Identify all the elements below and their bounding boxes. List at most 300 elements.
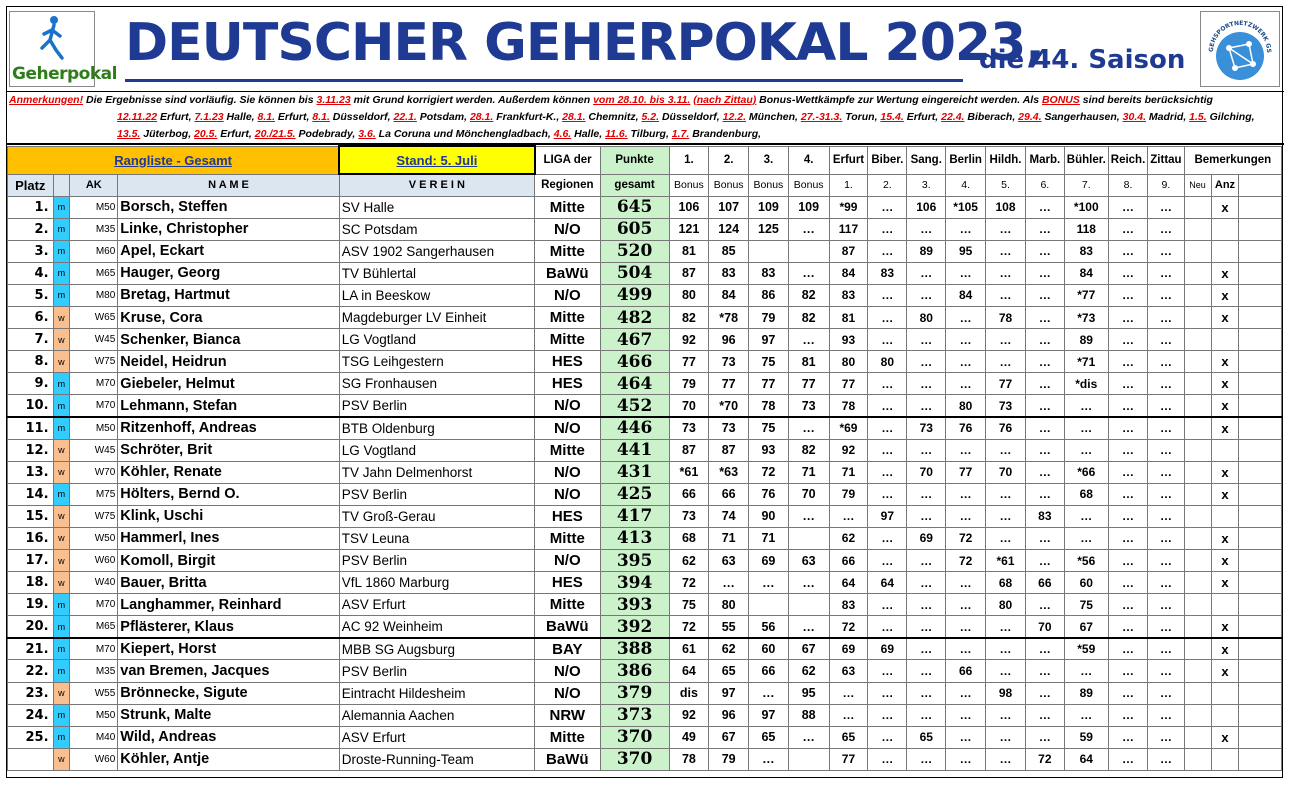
age-class: M65 (70, 262, 118, 284)
club-name: TV Groß-Gerau (339, 505, 534, 527)
anz-cell: x (1211, 284, 1239, 306)
remark-cell (1239, 572, 1282, 594)
league: N/O (535, 682, 601, 704)
anz-cell: x (1211, 483, 1239, 505)
athlete-name: Kiepert, Horst (118, 638, 339, 660)
competition-cell: 70 (907, 461, 946, 483)
age-class: M80 (70, 284, 118, 306)
competition-cell: … (946, 572, 986, 594)
competition-cell: 68 (1064, 483, 1108, 505)
platz: 1. (8, 196, 54, 218)
competition-cell: 68 (986, 572, 1026, 594)
competition-cell: … (1148, 284, 1184, 306)
total-points: 504 (600, 262, 669, 284)
remark-cell (1239, 527, 1282, 549)
competition-cell: … (907, 284, 946, 306)
bonus-cell: 83 (709, 262, 749, 284)
competition-cell: 64 (1064, 748, 1108, 770)
bonus-cell: 125 (749, 218, 789, 240)
bonus-cell (788, 594, 829, 616)
ranking-table (7, 145, 1282, 771)
walker-icon (32, 14, 72, 62)
table-row (8, 240, 1282, 262)
competition-cell: … (1064, 505, 1108, 527)
competition-cell: … (1148, 748, 1184, 770)
club-name: TSG Leihgestern (339, 351, 534, 373)
neu-cell (1184, 483, 1211, 505)
athlete-name: Schenker, Bianca (118, 329, 339, 351)
competition-cell: … (1148, 682, 1184, 704)
bonus-cell: 60 (749, 638, 789, 660)
club-name: PSV Berlin (339, 483, 534, 505)
bonus-cell: *61 (669, 461, 709, 483)
bonus-cell: 96 (709, 329, 749, 351)
competition-cell: … (907, 329, 946, 351)
competition-cell: … (946, 704, 986, 726)
remark-cell (1239, 306, 1282, 328)
club-name: TSV Leuna (339, 527, 534, 549)
league: BAY (535, 638, 601, 660)
wk-name-1: Erfurt (829, 146, 868, 174)
platz: 21. (8, 638, 54, 660)
note-segment: Tilburg, (627, 128, 672, 140)
bonus-cell: 73 (669, 505, 709, 527)
bonus-cell: 109 (749, 196, 789, 218)
note-segment: Erfurt, (217, 128, 255, 140)
total-points: 441 (600, 439, 669, 461)
neu-cell (1184, 417, 1211, 439)
note-segment: 15.4. (880, 111, 904, 123)
competition-cell: … (868, 660, 907, 682)
bonus-cell: *70 (709, 395, 749, 417)
table-row (8, 218, 1282, 240)
sex-badge: m (53, 726, 70, 748)
verein-header: V E R E I N (339, 174, 534, 196)
remark-cell (1239, 417, 1282, 439)
bonus-cell: … (709, 572, 749, 594)
competition-cell: 76 (946, 417, 986, 439)
age-class: M70 (70, 638, 118, 660)
competition-cell: … (1025, 726, 1064, 748)
note-segment: 22.4. (941, 111, 965, 123)
table-row (8, 660, 1282, 682)
title-underline (125, 79, 963, 82)
competition-cell: 70 (1025, 616, 1064, 638)
competition-cell: … (946, 306, 986, 328)
bemerkungen-header: Bemerkungen (1184, 146, 1281, 174)
competition-cell: … (1025, 527, 1064, 549)
club-name: PSV Berlin (339, 550, 534, 572)
league: Mitte (535, 196, 601, 218)
sex-badge: m (53, 218, 70, 240)
neu-cell (1184, 682, 1211, 704)
age-class: M70 (70, 594, 118, 616)
bonus-cell (788, 240, 829, 262)
competition-cell: … (1148, 395, 1184, 417)
name-header: N A M E (118, 174, 339, 196)
neu-cell (1184, 660, 1211, 682)
competition-cell: … (868, 704, 907, 726)
remark-cell (1239, 461, 1282, 483)
club-name: SC Potsdam (339, 218, 534, 240)
wk-name-8: Reich. (1108, 146, 1148, 174)
competition-cell: 59 (1064, 726, 1108, 748)
league: NRW (535, 704, 601, 726)
competition-cell: … (1025, 218, 1064, 240)
bonus-cell: 77 (709, 373, 749, 395)
athlete-name: Ritzenhoff, Andreas (118, 417, 339, 439)
competition-cell: … (1108, 196, 1148, 218)
competition-cell: 89 (1064, 682, 1108, 704)
league: BaWü (535, 616, 601, 638)
neu-cell (1184, 196, 1211, 218)
neu-cell (1184, 351, 1211, 373)
competition-cell: … (946, 682, 986, 704)
logo-left-text: Geherpokal (12, 64, 117, 84)
competition-cell: … (1148, 196, 1184, 218)
club-name: PSV Berlin (339, 660, 534, 682)
competition-cell: … (868, 726, 907, 748)
table-row (8, 373, 1282, 395)
competition-cell: 72 (946, 527, 986, 549)
notes-box (7, 91, 1284, 145)
table-row (8, 572, 1282, 594)
total-points: 373 (600, 704, 669, 726)
note-segment: Erfurt, (275, 111, 313, 123)
total-points: 388 (600, 638, 669, 660)
athlete-name: Köhler, Renate (118, 461, 339, 483)
bonus-cell: 75 (669, 594, 709, 616)
wk-name-7: Bühler. (1064, 146, 1108, 174)
competition-cell: … (829, 505, 868, 527)
punkte-header-2: gesamt (600, 174, 669, 196)
total-points: 645 (600, 196, 669, 218)
note-segment: BONUS (1041, 94, 1080, 106)
competition-cell: 87 (829, 240, 868, 262)
competition-cell: … (986, 284, 1026, 306)
competition-cell: *69 (829, 417, 868, 439)
remark-cell (1239, 660, 1282, 682)
total-points: 499 (600, 284, 669, 306)
remark-cell (1239, 240, 1282, 262)
bonus-cell: 90 (749, 505, 789, 527)
league: HES (535, 505, 601, 527)
bonus-cell (788, 748, 829, 770)
neu-cell (1184, 439, 1211, 461)
athlete-name: Strunk, Malte (118, 704, 339, 726)
competition-cell: *77 (1064, 284, 1108, 306)
note-segment: vom 28.10. bis 3.11. (593, 94, 691, 106)
bonus-cell: 87 (709, 439, 749, 461)
bonus-num-1: 1. (669, 146, 709, 174)
bonus-cell: 56 (749, 616, 789, 638)
competition-cell: … (946, 594, 986, 616)
bonus-cell: 97 (709, 682, 749, 704)
total-points: 370 (600, 726, 669, 748)
athlete-name: Hauger, Georg (118, 262, 339, 284)
competition-cell: … (1108, 240, 1148, 262)
network-globe-icon (1201, 12, 1279, 86)
total-points: 379 (600, 682, 669, 704)
table-row (8, 505, 1282, 527)
table-row (8, 748, 1282, 770)
competition-cell: … (1025, 594, 1064, 616)
wk-num-3: 3. (907, 174, 946, 196)
liga-header: LIGA der (535, 146, 601, 174)
athlete-name: Pflästerer, Klaus (118, 616, 339, 638)
wk-num-5: 5. (986, 174, 1026, 196)
note-segment: (nach Zittau) (693, 94, 757, 106)
neu-cell (1184, 373, 1211, 395)
bonus-cell: … (749, 572, 789, 594)
bonus-cell: 84 (709, 284, 749, 306)
note-segment: Brandenburg, (689, 128, 762, 140)
competition-cell: 80 (829, 351, 868, 373)
platz: 24. (8, 704, 54, 726)
note-segment: 29.4. (1018, 111, 1042, 123)
competition-cell: … (868, 682, 907, 704)
neu-cell (1184, 240, 1211, 262)
age-class: W70 (70, 461, 118, 483)
wk-num-8: 8. (1108, 174, 1148, 196)
competition-cell: *dis (1064, 373, 1108, 395)
sex-badge: w (53, 306, 70, 328)
competition-cell: … (1148, 329, 1184, 351)
bonus-cell: 78 (749, 395, 789, 417)
neu-cell (1184, 527, 1211, 549)
wk-num-4: 4. (946, 174, 986, 196)
competition-cell: … (868, 306, 907, 328)
age-class: W45 (70, 439, 118, 461)
competition-cell: … (907, 351, 946, 373)
competition-cell: … (1025, 660, 1064, 682)
neu-cell (1184, 594, 1211, 616)
bonus-cell: 88 (788, 704, 829, 726)
competition-cell: … (1148, 594, 1184, 616)
anz-cell: x (1211, 306, 1239, 328)
bonus-label-4: Bonus (788, 174, 829, 196)
bonus-cell (788, 527, 829, 549)
table-row (8, 439, 1282, 461)
competition-cell: 64 (829, 572, 868, 594)
platz: 23. (8, 682, 54, 704)
competition-cell: 71 (829, 461, 868, 483)
wk-name-3: Sang. (907, 146, 946, 174)
club-name: SG Fronhausen (339, 373, 534, 395)
neu-cell (1184, 726, 1211, 748)
sex-badge: m (53, 395, 70, 417)
bonus-cell: 92 (669, 704, 709, 726)
competition-cell: … (986, 439, 1026, 461)
table-row (8, 284, 1282, 306)
note-segment: 4.6. (553, 128, 572, 140)
competition-cell: … (1064, 395, 1108, 417)
competition-cell: 106 (907, 196, 946, 218)
anz-header: Anz (1211, 174, 1239, 196)
competition-cell: 77 (829, 748, 868, 770)
note-segment: Biberach, (964, 111, 1019, 123)
age-class: W50 (70, 527, 118, 549)
note-segment: Halle, (223, 111, 258, 123)
competition-cell: 83 (1025, 505, 1064, 527)
sex-badge: m (53, 262, 70, 284)
gsn-logo (1200, 11, 1280, 87)
sex-badge: m (53, 660, 70, 682)
logo-right-text: GEHSPORTNETZWERK GS (1207, 19, 1273, 53)
anz-cell: x (1211, 395, 1239, 417)
competition-cell: … (1025, 483, 1064, 505)
competition-cell: … (1025, 417, 1064, 439)
anz-cell: x (1211, 351, 1239, 373)
competition-cell: … (1025, 284, 1064, 306)
platz: 15. (8, 505, 54, 527)
competition-cell: … (1108, 505, 1148, 527)
note-segment: Die Ergebnisse sind vorläufig. Sie können bis (83, 94, 317, 106)
bonus-cell: 55 (709, 616, 749, 638)
bonus-cell: 82 (788, 439, 829, 461)
note-segment: 27.-31.3. (800, 111, 843, 123)
platz-header: Platz (8, 174, 54, 196)
competition-cell: 69 (907, 527, 946, 549)
platz: 9. (8, 373, 54, 395)
total-points: 395 (600, 550, 669, 572)
competition-cell: *100 (1064, 196, 1108, 218)
competition-cell: … (868, 527, 907, 549)
age-class: W65 (70, 306, 118, 328)
platz: 18. (8, 572, 54, 594)
competition-cell: 83 (1064, 240, 1108, 262)
table-row (8, 196, 1282, 218)
competition-cell: … (1108, 572, 1148, 594)
total-points: 520 (600, 240, 669, 262)
anz-cell: x (1211, 616, 1239, 638)
total-points: 417 (600, 505, 669, 527)
page-title: DEUTSCHER GEHERPOKAL 2023, (125, 13, 1045, 73)
total-points: 482 (600, 306, 669, 328)
competition-cell: … (946, 329, 986, 351)
punkte-header: Punkte (600, 146, 669, 174)
competition-cell: 84 (946, 284, 986, 306)
competition-cell: 69 (829, 638, 868, 660)
competition-cell: 72 (1025, 748, 1064, 770)
platz: 3. (8, 240, 54, 262)
competition-cell: 75 (1064, 594, 1108, 616)
anz-cell: x (1211, 660, 1239, 682)
platz (8, 748, 54, 770)
bonus-cell: 63 (788, 550, 829, 572)
anz-cell: x (1211, 638, 1239, 660)
platz: 25. (8, 726, 54, 748)
competition-cell: 62 (829, 527, 868, 549)
bonus-cell: 65 (709, 660, 749, 682)
league: N/O (535, 461, 601, 483)
bonus-num-3: 3. (749, 146, 789, 174)
bonus-cell: 72 (669, 572, 709, 594)
bonus-cell: 69 (749, 550, 789, 572)
league: Mitte (535, 594, 601, 616)
table-row (8, 417, 1282, 439)
athlete-name: Komoll, Birgit (118, 550, 339, 572)
platz: 19. (8, 594, 54, 616)
athlete-name: Apel, Eckart (118, 240, 339, 262)
neu-header: Neu (1184, 174, 1211, 196)
bonus-label-1: Bonus (669, 174, 709, 196)
competition-cell: … (907, 638, 946, 660)
club-name: MBB SG Augsburg (339, 638, 534, 660)
anz-cell (1211, 594, 1239, 616)
league: Mitte (535, 240, 601, 262)
header-row-2 (8, 174, 1282, 196)
remark-cell (1239, 439, 1282, 461)
competition-cell: … (946, 638, 986, 660)
bonus-cell: 70 (669, 395, 709, 417)
anz-cell (1211, 218, 1239, 240)
athlete-name: Langhammer, Reinhard (118, 594, 339, 616)
club-name: BTB Oldenburg (339, 417, 534, 439)
bonus-cell: 66 (749, 660, 789, 682)
remark-cell (1239, 682, 1282, 704)
competition-cell: … (1025, 638, 1064, 660)
sex-badge: w (53, 439, 70, 461)
club-name: Eintracht Hildesheim (339, 682, 534, 704)
header (7, 7, 1284, 91)
competition-cell: … (1108, 616, 1148, 638)
athlete-name: Giebeler, Helmut (118, 373, 339, 395)
neu-cell (1184, 704, 1211, 726)
competition-cell: *56 (1064, 550, 1108, 572)
bonus-cell: 97 (749, 329, 789, 351)
note-segment: Bonus-Wettkämpfe zur Wertung eingereicht werden. Als (756, 94, 1042, 106)
remark-cell (1239, 483, 1282, 505)
neu-cell (1184, 748, 1211, 770)
competition-cell: *73 (1064, 306, 1108, 328)
note-segment: Halle, (571, 128, 606, 140)
league: Mitte (535, 306, 601, 328)
bonus-cell: 73 (788, 395, 829, 417)
competition-cell: … (907, 505, 946, 527)
competition-cell: 89 (1064, 329, 1108, 351)
anz-cell: x (1211, 417, 1239, 439)
note-segment: 30.4. (1122, 111, 1146, 123)
neu-cell (1184, 461, 1211, 483)
club-name: Alemannia Aachen (339, 704, 534, 726)
bonus-label-3: Bonus (749, 174, 789, 196)
competition-cell: … (907, 373, 946, 395)
notes-line-1 (9, 92, 1213, 109)
club-name: ASV 1902 Sangerhausen (339, 240, 534, 262)
remark-cell (1239, 550, 1282, 572)
ak-header: AK (70, 174, 118, 196)
bonus-cell: 93 (749, 439, 789, 461)
competition-cell: … (1108, 439, 1148, 461)
bonus-cell: … (788, 262, 829, 284)
competition-cell: … (946, 218, 986, 240)
competition-cell: … (868, 240, 907, 262)
remark-cell (1239, 594, 1282, 616)
remark-cell (1239, 218, 1282, 240)
competition-cell: 84 (1064, 262, 1108, 284)
total-points: 392 (600, 616, 669, 638)
competition-cell: … (1064, 417, 1108, 439)
competition-cell: … (1108, 527, 1148, 549)
competition-cell: … (907, 262, 946, 284)
age-class: M50 (70, 417, 118, 439)
note-segment: 3.11.23 (316, 94, 351, 106)
competition-cell: … (946, 616, 986, 638)
total-points: 466 (600, 351, 669, 373)
competition-cell: … (946, 505, 986, 527)
competition-cell: 70 (986, 461, 1026, 483)
